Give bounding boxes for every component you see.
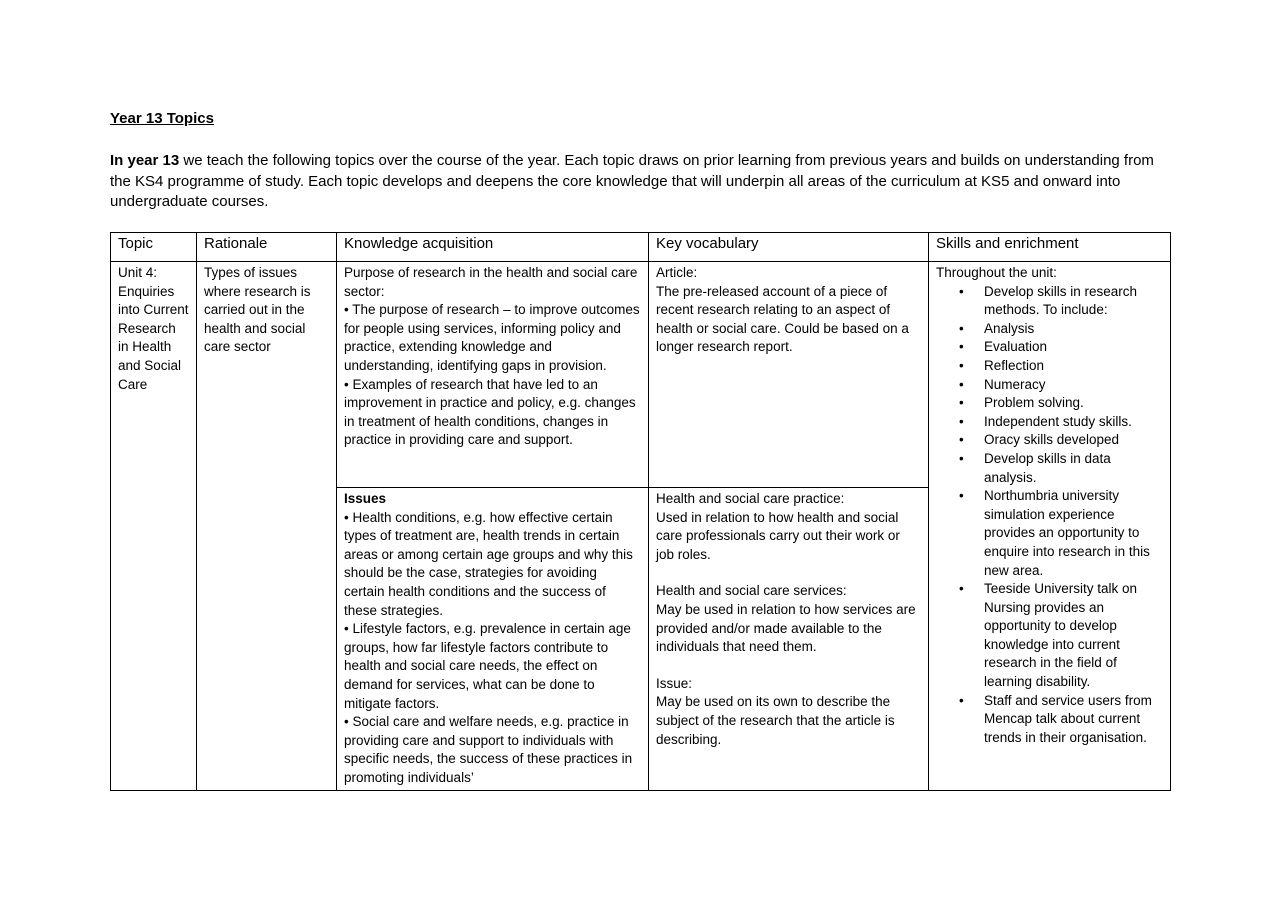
topics-table — [110, 232, 1171, 791]
knowledge-point: • Social care and welfare needs, e.g. practice in providing care and support to individuals with specific needs, the success of these practices in promoting individuals’ — [344, 714, 633, 785]
spacer — [656, 657, 921, 675]
list-item: • Northumbria university simulation experience provides an opportunity to enquire into research in this new area. — [984, 487, 1163, 580]
knowledge-point: • The purpose of research – to improve outcomes for people using services, informing policy and practice, extending knowledge and understanding, identifying gaps in provision. — [344, 302, 640, 373]
vocab-definition: The pre-released account of a piece of recent research relating to an aspect of health or social care. Could be based on a longer research report. — [656, 283, 909, 355]
list-item: • Oracy skills developed — [984, 431, 1163, 450]
skills-cell — [929, 262, 1171, 791]
list-item: • Evaluation — [984, 338, 1163, 357]
list-item: • Numeracy — [984, 376, 1163, 395]
vocab-term: Health and social care services: — [656, 583, 847, 599]
knowledge-cell-purpose — [337, 262, 649, 488]
page-title: Year 13 Topics — [110, 110, 214, 127]
knowledge-cell-issues — [337, 488, 649, 791]
list-item: • Staff and service users from Mencap talk about current trends in their organisation. — [984, 692, 1163, 748]
rationale-cell: Types of issues where research is carried out in the health and social care sector — [197, 262, 337, 791]
knowledge-intro: Purpose of research in the health and social care sector: — [344, 265, 638, 299]
vocab-definition: May be used in relation to how services are provided and/or made available to the individuals that need them. — [656, 601, 916, 655]
list-item: • Independent study skills. — [984, 413, 1163, 432]
vocab-term: Health and social care practice: — [656, 491, 845, 506]
intro-lead: In year 13 — [110, 152, 180, 169]
list-item: • Teeside University talk on Nursing provides an opportunity to develop knowledge into current research in the field of learning disability. — [984, 580, 1163, 692]
list-item: • Develop skills in data analysis. — [984, 450, 1163, 487]
header-knowledge: Knowledge acquisition — [337, 233, 649, 262]
knowledge-point: • Lifestyle factors, e.g. prevalence in certain age groups, how far lifestyle factors contribute to health and social care needs, the effect on demand for services, what can be done to mitigate factors. — [344, 621, 631, 711]
vocab-cell-article — [649, 262, 929, 488]
spacer — [656, 564, 921, 582]
header-topic: Topic — [111, 233, 197, 262]
vocab-cell-practice — [649, 488, 929, 791]
knowledge-point: • Health conditions, e.g. how effective certain types of treatment are, health trends in certain areas or among certain age groups and why this should be the case, strategies for avoiding certain health conditions and the success of these strategies. — [344, 509, 633, 618]
topic-cell: Unit 4: Enquiries into Current Research in Health and Social Care — [111, 262, 197, 791]
skills-intro: Throughout the unit: — [936, 265, 1057, 280]
vocab-definition: Used in relation to how health and social care professionals carry out their work or job roles. — [656, 509, 900, 562]
issues-title: Issues — [344, 491, 387, 506]
knowledge-point: • Examples of research that have led to an improvement in practice and policy, e.g. changes in treatment of health conditions, changes in practice in providing care and support. — [344, 376, 636, 448]
list-item: • Reflection — [984, 357, 1163, 376]
skills-list — [936, 283, 1163, 748]
vocab-term: Article: — [656, 265, 698, 280]
header-skills: Skills and enrichment — [929, 233, 1171, 262]
table-header-row — [111, 233, 1171, 262]
header-rationale: Rationale — [197, 233, 337, 262]
list-item: • Problem solving. — [984, 394, 1163, 413]
vocab-definition: May be used on its own to describe the subject of the research that the article is describing. — [656, 694, 895, 747]
header-vocabulary: Key vocabulary — [649, 233, 929, 262]
list-item: • Analysis — [984, 320, 1163, 339]
vocab-term: Issue: — [656, 675, 693, 691]
table-row — [111, 262, 1171, 488]
intro-text: we teach the following topics over the course of the year. Each topic draws on prior learning from previous years and builds on understanding from the KS4 programme of study. Each topic develops and deepens the core knowledge that will underpin all areas of the curriculum at KS5 and onward into undergraduate courses. — [110, 152, 1154, 210]
intro-paragraph — [110, 151, 1160, 213]
list-item: • Develop skills in research methods. To include: — [984, 283, 1163, 320]
